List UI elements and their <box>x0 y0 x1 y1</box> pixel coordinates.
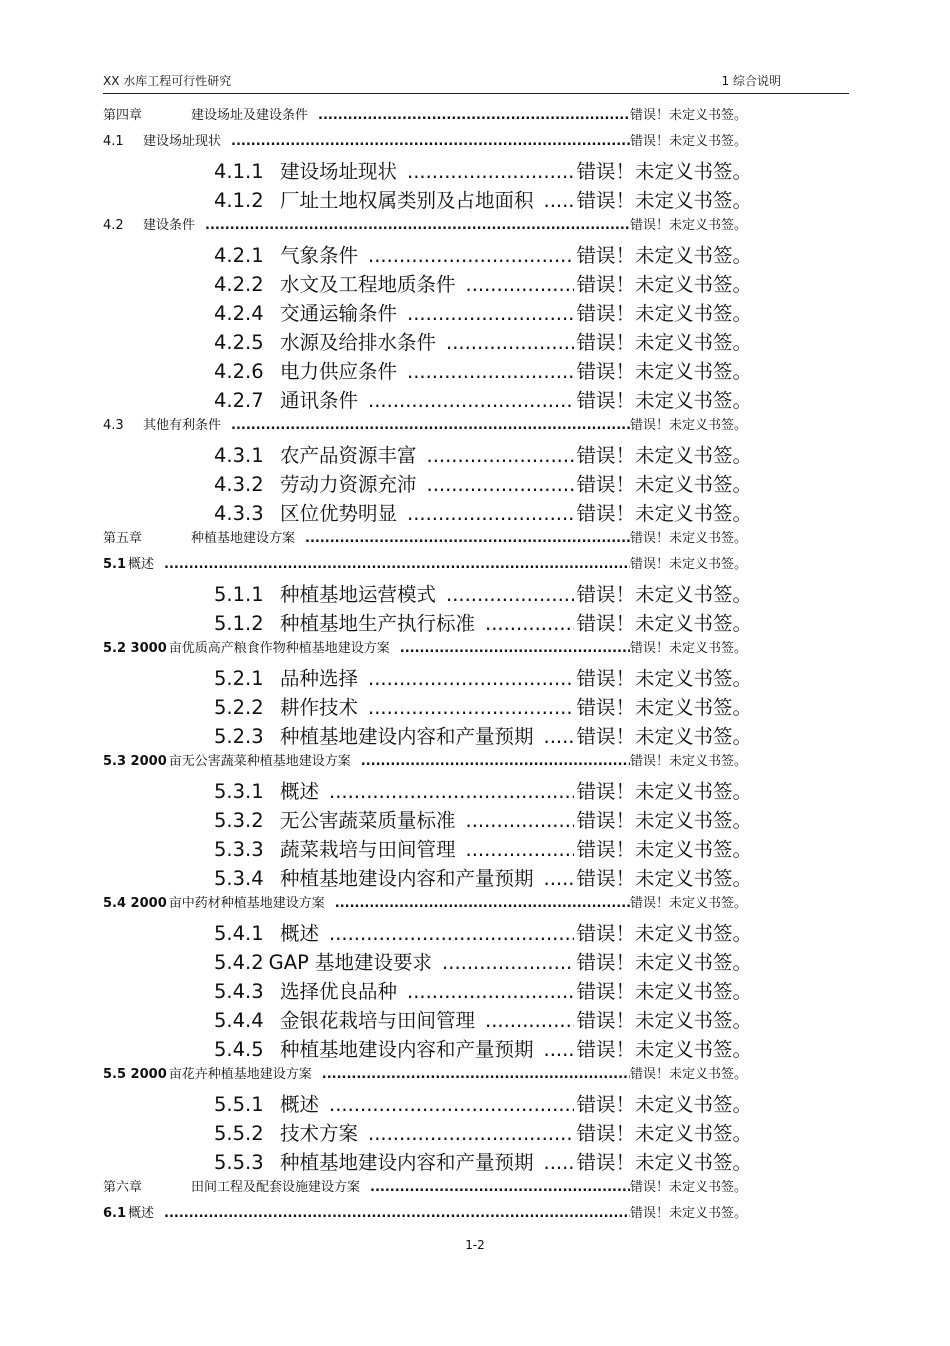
toc-entry-level-3[interactable] <box>214 298 752 328</box>
toc-entry-page-ref: 错误！未定义书签。 <box>629 134 747 149</box>
toc-entry-number: 5.1.1 <box>214 583 264 606</box>
toc-dot-leader <box>400 641 630 656</box>
toc-entry-page-ref: 错误！未定义书签。 <box>576 360 752 383</box>
toc-dot-leader <box>361 754 630 769</box>
toc-entry-page-ref: 错误！未定义书签。 <box>576 1093 752 1116</box>
toc-entry-number: 5.4 2000 <box>103 896 167 911</box>
toc-entry-title: 品种选择 <box>280 667 359 690</box>
toc-entry-page-ref: 错误！未定义书签。 <box>576 444 752 467</box>
toc-dot-leader <box>407 302 574 325</box>
toc-entry-level-3[interactable] <box>214 947 752 977</box>
toc-entry-page-ref: 错误！未定义书签。 <box>629 557 747 572</box>
toc-dot-leader <box>446 583 574 606</box>
toc-entry-title: 亩花卉种植基地建设方案 <box>168 1067 312 1082</box>
toc-entry-title: 蔬菜栽培与田间管理 <box>280 838 456 861</box>
toc-dot-leader <box>485 1009 574 1032</box>
toc-dot-leader <box>407 502 574 525</box>
toc-entry-title: 种植基地建设内容和产量预期 <box>280 1151 534 1174</box>
toc-entry-number: 4.2.1 <box>214 244 264 267</box>
toc-dot-leader <box>544 725 575 748</box>
toc-entry-label <box>214 269 456 297</box>
toc-entry-page-ref: 错误！未定义书签。 <box>576 160 752 183</box>
toc-dot-leader <box>164 1206 630 1221</box>
toc-entry-page-ref: 错误！未定义书签。 <box>629 641 747 656</box>
toc-entry-title: 种植基地建设内容和产量预期 <box>280 1038 534 1061</box>
toc-entry-title: 水文及工程地质条件 <box>280 273 456 296</box>
toc-entry-label <box>103 214 195 233</box>
toc-entry-page-ref: 错误！未定义书签。 <box>576 1151 752 1174</box>
toc-entry-level-3[interactable] <box>214 185 752 215</box>
toc-entry-title: 电力供应条件 <box>280 360 398 383</box>
toc-entry-level-3[interactable] <box>214 156 752 186</box>
toc-entry-label <box>103 1202 154 1221</box>
toc-entry-number: 5.5.2 <box>214 1122 264 1145</box>
toc-entry-page-ref: 错误！未定义书签。 <box>576 612 752 635</box>
toc-entry-number: 5.2.1 <box>214 667 264 690</box>
toc-entry-page-ref: 错误！未定义书签。 <box>576 696 752 719</box>
toc-entry-level-2[interactable] <box>103 637 747 659</box>
toc-dot-leader <box>407 160 574 183</box>
toc-entry-number: 5.3.4 <box>214 867 264 890</box>
toc-entry-page-ref: 错误！未定义书签。 <box>576 502 752 525</box>
toc-dot-leader <box>427 473 575 496</box>
toc-entry-page-ref: 错误！未定义书签。 <box>629 754 747 769</box>
toc-entry-label <box>103 104 308 123</box>
header-section-title: 1 综合说明 <box>721 74 781 88</box>
toc-entry-label <box>214 663 358 691</box>
toc-entry-page-ref: 错误！未定义书签。 <box>576 667 752 690</box>
toc-dot-leader <box>466 809 575 832</box>
toc-entry-number: 5.4.1 <box>214 922 264 945</box>
toc-entry-page-ref: 错误！未定义书签。 <box>576 1009 752 1032</box>
toc-entry-title: 亩中药材种植基地建设方案 <box>168 896 325 911</box>
toc-entry-label <box>214 805 456 833</box>
toc-dot-leader <box>318 108 630 123</box>
toc-entry-level-3[interactable] <box>214 1005 752 1035</box>
toc-entry-title: 通讯条件 <box>280 389 359 412</box>
toc-entry-level-3[interactable] <box>214 692 752 722</box>
toc-entry-title: 田间工程及配套设施建设方案 <box>191 1180 361 1195</box>
toc-entry-title: 耕作技术 <box>280 696 359 719</box>
toc-entry-page-ref: 错误！未定义书签。 <box>576 951 752 974</box>
toc-entry-level-3[interactable] <box>214 721 752 751</box>
toc-entry-title: 概述 <box>128 1206 155 1221</box>
toc-entry-level-3[interactable] <box>214 1147 752 1177</box>
toc-entry-level-3[interactable] <box>214 976 752 1006</box>
toc-entry-number: 第五章 <box>103 531 143 546</box>
toc-entry-page-ref: 错误！未定义书签。 <box>629 531 747 546</box>
toc-entry-title: 概述 <box>280 922 320 945</box>
toc-entry-title: 概述 <box>128 557 155 572</box>
toc-entry-level-2[interactable] <box>103 414 747 436</box>
toc-entry-number: 6.1 <box>103 1206 127 1221</box>
toc-entry-title: 种植基地建设内容和产量预期 <box>280 725 534 748</box>
toc-entry-title: 种植基地生产执行标准 <box>280 612 476 635</box>
toc-entry-page-ref: 错误！未定义书签。 <box>576 725 752 748</box>
toc-entry-page-ref: 错误！未定义书签。 <box>576 189 752 212</box>
toc-dot-leader <box>407 360 574 383</box>
toc-entry-page-ref: 错误！未定义书签。 <box>576 473 752 496</box>
toc-entry-number: 4.1 <box>103 134 124 149</box>
toc-entry-label <box>214 721 534 749</box>
toc-dot-leader <box>485 612 574 635</box>
toc-entry-label <box>214 156 397 184</box>
toc-entry-title: 建设场址及建设条件 <box>191 108 309 123</box>
toc-entry-label <box>214 1147 534 1175</box>
toc-entry-level-2[interactable] <box>103 892 747 914</box>
toc-entry-page-ref: 错误！未定义书签。 <box>576 583 752 606</box>
toc-dot-leader <box>466 838 575 861</box>
toc-dot-leader <box>446 331 574 354</box>
toc-entry-number: 5.4.5 <box>214 1038 264 1061</box>
toc-entry-level-2[interactable] <box>103 553 747 575</box>
toc-entry-page-ref: 错误！未定义书签。 <box>576 838 752 861</box>
toc-entry-title: 种植基地建设方案 <box>191 531 296 546</box>
toc-entry-level-3[interactable] <box>214 608 752 638</box>
toc-entry-number: 5.5 2000 <box>103 1067 167 1082</box>
toc-entry-page-ref: 错误！未定义书签。 <box>576 780 752 803</box>
toc-dot-leader <box>427 444 575 467</box>
toc-entry-label <box>214 947 432 975</box>
toc-entry-label <box>214 1118 358 1146</box>
toc-entry-title: 厂址土地权属类别及占地面积 <box>280 189 534 212</box>
toc-dot-leader <box>368 667 574 690</box>
toc-entry-level-2[interactable] <box>103 1202 747 1224</box>
toc-dot-leader <box>231 134 630 149</box>
toc-entry-number: 第六章 <box>103 1180 143 1195</box>
toc-entry-title: 技术方案 <box>280 1122 359 1145</box>
toc-entry-label <box>214 356 397 384</box>
toc-entry-label <box>103 750 351 769</box>
toc-entry-number: 第四章 <box>103 108 143 123</box>
toc-entry-number: 4.2.6 <box>214 360 264 383</box>
toc-entry-level-3[interactable] <box>214 440 752 470</box>
toc-entry-number: 5.2.2 <box>214 696 264 719</box>
toc-entry-number: 5.1.2 <box>214 612 264 635</box>
toc-entry-number: 5.1 <box>103 557 127 572</box>
toc-entry-label <box>214 298 397 326</box>
toc-entry-title: 概述 <box>280 1093 320 1116</box>
toc-entry-label <box>214 469 417 497</box>
toc-dot-leader <box>544 1151 575 1174</box>
toc-entry-title: 种植基地建设内容和产量预期 <box>280 867 534 890</box>
toc-entry-level-3[interactable] <box>214 356 752 386</box>
toc-entry-number: 5.3 2000 <box>103 754 167 769</box>
toc-entry-level-3[interactable] <box>214 834 752 864</box>
toc-entry-number: 4.2.2 <box>214 273 264 296</box>
toc-entry-page-ref: 错误！未定义书签。 <box>576 302 752 325</box>
toc-dot-leader <box>442 951 574 974</box>
toc-entry-title: 农产品资源丰富 <box>280 444 417 467</box>
toc-entry-level-3[interactable] <box>214 469 752 499</box>
toc-entry-page-ref: 错误！未定义书签。 <box>576 922 752 945</box>
toc-entry-level-3[interactable] <box>214 663 752 693</box>
toc-entry-number: 4.3.1 <box>214 444 264 467</box>
toc-entry-page-ref: 错误！未定义书签。 <box>629 218 747 233</box>
toc-entry-page-ref: 错误！未定义书签。 <box>576 1122 752 1145</box>
toc-entry-number: 4.2 <box>103 218 124 233</box>
toc-entry-number: 4.2.7 <box>214 389 264 412</box>
toc-dot-leader <box>368 389 574 412</box>
toc-entry-level-3[interactable] <box>214 327 752 357</box>
toc-entry-label <box>103 892 325 911</box>
toc-entry-level-3[interactable] <box>214 805 752 835</box>
toc-entry-title: 种植基地运营模式 <box>280 583 437 606</box>
toc-entry-page-ref: 错误！未定义书签。 <box>576 389 752 412</box>
toc-entry-page-ref: 错误！未定义书签。 <box>576 867 752 890</box>
toc-entry-page-ref: 错误！未定义书签。 <box>576 1038 752 1061</box>
toc-entry-level-3[interactable] <box>214 498 752 528</box>
toc-entry-level-2[interactable] <box>103 750 747 772</box>
toc-dot-leader <box>544 867 575 890</box>
toc-entry-label <box>214 440 417 468</box>
toc-entry-level-2[interactable] <box>103 130 747 152</box>
toc-entry-page-ref: 错误！未定义书签。 <box>629 108 747 123</box>
toc-entry-title: GAP 基地建设要求 <box>268 951 433 974</box>
toc-entry-label <box>214 834 456 862</box>
toc-entry-label <box>103 527 295 546</box>
toc-dot-leader <box>335 896 630 911</box>
page-number: 1-2 <box>465 1238 485 1252</box>
toc-entry-page-ref: 错误！未定义书签。 <box>576 273 752 296</box>
toc-entry-label <box>214 579 436 607</box>
toc-entry-page-ref: 错误！未定义书签。 <box>576 331 752 354</box>
toc-entry-level-3[interactable] <box>214 918 752 948</box>
toc-entry-level-2[interactable] <box>103 1063 747 1085</box>
toc-entry-level-3[interactable] <box>214 1118 752 1148</box>
toc-entry-label <box>214 918 319 946</box>
toc-entry-label <box>103 637 390 656</box>
toc-entry-page-ref: 错误！未定义书签。 <box>576 244 752 267</box>
toc-dot-leader <box>322 1067 630 1082</box>
toc-entry-level-3[interactable] <box>214 1034 752 1064</box>
toc-entry-number: 4.3.3 <box>214 502 264 525</box>
toc-entry-title: 建设场址现状 <box>143 134 222 149</box>
toc-entry-title: 其他有利条件 <box>143 418 222 433</box>
toc-entry-number: 5.4.3 <box>214 980 264 1003</box>
header-rule <box>103 93 849 94</box>
toc-entry-level-3[interactable] <box>214 385 752 415</box>
toc-dot-leader <box>544 189 575 212</box>
toc-dot-leader <box>164 557 630 572</box>
toc-entry-title: 区位优势明显 <box>280 502 398 525</box>
toc-entry-title: 亩优质高产粮食作物种植基地建设方案 <box>168 641 390 656</box>
toc-entry-title: 金银花栽培与田间管理 <box>280 1009 476 1032</box>
toc-entry-title: 劳动力资源充沛 <box>280 473 417 496</box>
toc-entry-label <box>214 976 397 1004</box>
toc-dot-leader <box>329 922 574 945</box>
toc-entry-level-3[interactable] <box>214 579 752 609</box>
toc-entry-number: 4.1.2 <box>214 189 264 212</box>
toc-dot-leader <box>231 418 630 433</box>
toc-entry-title: 气象条件 <box>280 244 359 267</box>
toc-entry-title: 概述 <box>280 780 320 803</box>
toc-entry-number: 4.2.5 <box>214 331 264 354</box>
toc-entry-label <box>214 608 475 636</box>
toc-entry-number: 4.1.1 <box>214 160 264 183</box>
toc-entry-number: 5.3.3 <box>214 838 264 861</box>
toc-entry-title: 无公害蔬菜质量标准 <box>280 809 456 832</box>
toc-entry-label <box>214 327 436 355</box>
toc-entry-label <box>214 240 358 268</box>
toc-entry-number: 5.4.4 <box>214 1009 264 1032</box>
toc-entry-label <box>103 130 221 149</box>
toc-dot-leader <box>368 1122 574 1145</box>
toc-entry-number: 4.2.4 <box>214 302 264 325</box>
toc-dot-leader <box>544 1038 575 1061</box>
toc-entry-level-3[interactable] <box>214 776 752 806</box>
toc-entry-number: 5.2 3000 <box>103 641 167 656</box>
toc-entry-number: 5.5.1 <box>214 1093 264 1116</box>
toc-entry-label <box>214 385 358 413</box>
toc-entry-page-ref: 错误！未定义书签。 <box>629 896 747 911</box>
toc-entry-page-ref: 错误！未定义书签。 <box>629 1180 747 1195</box>
toc-dot-leader <box>305 531 630 546</box>
toc-dot-leader <box>329 780 574 803</box>
header-document-title: XX 水库工程可行性研究 <box>103 74 232 88</box>
toc-entry-page-ref: 错误！未定义书签。 <box>629 1067 747 1082</box>
toc-entry-label <box>214 1005 475 1033</box>
toc-entry-level-2[interactable] <box>103 214 747 236</box>
page-header <box>103 72 847 92</box>
toc-dot-leader <box>205 218 630 233</box>
toc-entry-label <box>103 414 221 433</box>
toc-entry-title: 亩无公害蔬菜种植基地建设方案 <box>168 754 351 769</box>
toc-entry-title: 建设场址现状 <box>280 160 398 183</box>
toc-entry-title: 水源及给排水条件 <box>280 331 437 354</box>
toc-entry-label <box>214 498 397 526</box>
toc-dot-leader <box>370 1180 630 1195</box>
toc-entry-page-ref: 错误！未定义书签。 <box>576 809 752 832</box>
toc-dot-leader <box>466 273 575 296</box>
toc-entry-title: 选择优良品种 <box>280 980 398 1003</box>
toc-entry-number: 5.3.1 <box>214 780 264 803</box>
toc-entry-level-3[interactable] <box>214 863 752 893</box>
toc-entry-label <box>103 1176 360 1195</box>
toc-entry-label <box>214 1034 534 1062</box>
toc-entry-number: 5.3.2 <box>214 809 264 832</box>
toc-entry-label <box>214 185 534 213</box>
toc-entry-level-3[interactable] <box>214 240 752 270</box>
toc-entry-level-3[interactable] <box>214 1089 752 1119</box>
toc-entry-level-1[interactable] <box>103 104 747 126</box>
toc-entry-label <box>103 553 154 572</box>
toc-dot-leader <box>329 1093 574 1116</box>
toc-entry-level-1[interactable] <box>103 527 747 549</box>
toc-dot-leader <box>368 696 574 719</box>
toc-entry-label <box>214 863 534 891</box>
toc-entry-title: 建设条件 <box>143 218 196 233</box>
toc-entry-level-1[interactable] <box>103 1176 747 1198</box>
toc-entry-number: 4.3 <box>103 418 124 433</box>
toc-entry-label <box>214 692 358 720</box>
toc-entry-label <box>103 1063 312 1082</box>
toc-entry-label <box>214 776 319 804</box>
toc-entry-page-ref: 错误！未定义书签。 <box>576 980 752 1003</box>
toc-entry-number: 5.5.3 <box>214 1151 264 1174</box>
toc-entry-label <box>214 1089 319 1117</box>
toc-entry-title: 交通运输条件 <box>280 302 398 325</box>
toc-entry-number: 5.2.3 <box>214 725 264 748</box>
toc-entry-number: 5.4.2 <box>214 951 264 974</box>
toc-dot-leader <box>407 980 574 1003</box>
toc-dot-leader <box>368 244 574 267</box>
toc-entry-page-ref: 错误！未定义书签。 <box>629 1206 747 1221</box>
toc-entry-level-3[interactable] <box>214 269 752 299</box>
toc-entry-number: 4.3.2 <box>214 473 264 496</box>
toc-entry-page-ref: 错误！未定义书签。 <box>629 418 747 433</box>
